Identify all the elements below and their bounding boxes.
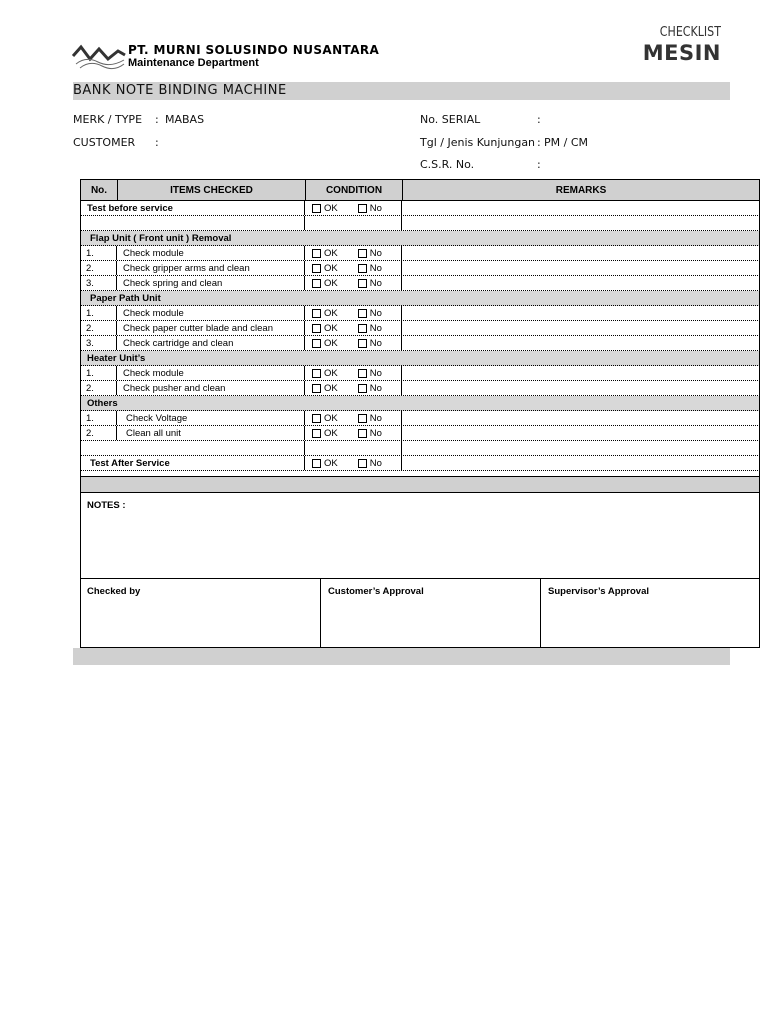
no-checkbox[interactable] [358,414,367,423]
supervisor-approval-box[interactable] [541,579,760,648]
section-row [80,351,760,366]
no-label: No [369,247,382,259]
section-title: Flap Unit ( Front unit ) Removal [90,232,232,244]
test-after-row [80,456,760,471]
ok-checkbox[interactable] [312,324,321,333]
remarks-cell[interactable] [402,336,760,350]
doc-type: CHECKLIST [659,25,721,40]
condition-cell [305,201,402,215]
table-header [80,179,760,201]
row-number: 1. [80,246,117,260]
customer-label: CUSTOMER [73,136,136,149]
condition-cell [305,321,402,335]
customer-separator: : [155,136,159,149]
ok-label: OK [324,367,338,379]
ok-label: OK [324,457,338,469]
remarks-cell[interactable] [402,381,760,395]
visit-separator: : [537,136,541,149]
ok-label: OK [324,322,338,334]
no-label: No [369,427,382,439]
table-row [80,411,760,426]
condition-cell [305,426,402,440]
checklist-table [80,179,760,471]
row-number: 1. [80,411,117,425]
ok-checkbox[interactable] [312,204,321,213]
remarks-cell[interactable] [402,276,760,290]
no-label: No [369,307,382,319]
row-number: 1. [80,306,117,320]
ok-checkbox[interactable] [312,459,321,468]
no-checkbox[interactable] [358,384,367,393]
item-checked: Check module [117,246,305,260]
blank-cell [305,216,402,230]
supervisor-approval-label: Supervisor’s Approval [548,586,650,597]
ok-checkbox[interactable] [312,264,321,273]
csr-separator: : [537,158,541,171]
test-after-label: Test After Service [80,456,305,470]
no-label: No [369,322,382,334]
no-checkbox[interactable] [358,249,367,258]
no-checkbox[interactable] [358,339,367,348]
condition-cell [305,366,402,380]
row-number: 2. [80,321,117,335]
condition-cell [305,411,402,425]
table-row [80,366,760,381]
ok-label: OK [324,247,338,259]
row-number: 2. [80,426,117,440]
header-condition: CONDITION [306,180,403,200]
row-number: 3. [80,336,117,350]
item-checked: Check module [117,366,305,380]
checklist-sections [80,231,760,441]
ok-checkbox[interactable] [312,369,321,378]
visit-label: Tgl / Jenis Kunjungan [420,136,536,149]
customer-approval-box[interactable] [321,579,541,648]
footer-bar [73,648,730,665]
csr-label: C.S.R. No. [420,158,475,171]
row-number: 2. [80,381,117,395]
item-checked: Check paper cutter blade and clean [117,321,305,335]
divider-strip [80,476,760,492]
no-label: No [369,412,382,424]
condition-cell [305,246,402,260]
section-row [80,396,760,411]
section-row [80,291,760,306]
condition-cell [305,306,402,320]
ok-label: OK [324,427,338,439]
ok-checkbox[interactable] [312,279,321,288]
ok-checkbox[interactable] [312,429,321,438]
table-row [80,276,760,291]
ok-label: OK [324,382,338,394]
table-row [80,261,760,276]
blank-cell [305,441,402,455]
ok-label: OK [324,307,338,319]
table-row [80,381,760,396]
item-checked: Check spring and clean [117,276,305,290]
item-checked: Clean all unit [117,426,305,440]
table-row [80,306,760,321]
item-checked: Check gripper arms and clean [117,261,305,275]
title-bar [73,82,730,100]
ok-label: OK [324,202,338,214]
table-row [80,336,760,351]
no-checkbox[interactable] [358,429,367,438]
doc-name: MESIN [642,41,721,65]
condition-cell [305,261,402,275]
condition-cell [305,381,402,395]
no-checkbox[interactable] [358,279,367,288]
blank-cell [80,216,305,230]
no-label: No [369,457,382,469]
company-logo [72,42,126,70]
serial-separator: : [537,113,541,126]
item-checked: Check module [117,306,305,320]
no-label: No [369,367,382,379]
merk-label: MERK / TYPE [73,113,143,126]
table-row [80,246,760,261]
header-remarks: REMARKS [555,184,607,196]
table-row [80,321,760,336]
merk-value: MABAS [165,113,205,126]
no-checkbox[interactable] [358,309,367,318]
blank-row [80,216,760,231]
section-title: Paper Path Unit [90,292,161,304]
blank-cell [80,441,305,455]
remarks-cell[interactable] [402,411,760,425]
company-name: PT. MURNI SOLUSINDO NUSANTARA [128,43,380,57]
item-checked: Check Voltage [117,411,305,425]
remarks-cell[interactable] [402,246,760,260]
remarks-cell[interactable] [402,456,760,470]
no-label: No [369,262,382,274]
row-number: 1. [80,366,117,380]
merk-separator: : [155,113,159,126]
no-checkbox[interactable] [358,324,367,333]
row-number: 3. [80,276,117,290]
remarks-cell[interactable] [402,366,760,380]
item-checked: Check cartridge and clean [117,336,305,350]
remarks-cell[interactable] [402,426,760,440]
header-items: ITEMS CHECKED [118,180,306,200]
header-no: No. [81,180,118,200]
no-checkbox[interactable] [358,204,367,213]
row-number: 2. [80,261,117,275]
department-name: Maintenance Department [128,57,259,69]
no-checkbox[interactable] [358,459,367,468]
section-title: Others [87,397,118,409]
page-title: BANK NOTE BINDING MACHINE [73,83,287,98]
checked-by-label: Checked by [87,586,141,597]
condition-cell [305,456,402,470]
checked-by-box[interactable] [80,579,321,648]
ok-checkbox[interactable] [312,384,321,393]
ok-checkbox[interactable] [312,309,321,318]
no-label: No [369,337,382,349]
test-before-label: Test before service [80,201,305,215]
condition-cell [305,336,402,350]
remarks-cell[interactable] [402,261,760,275]
remarks-cell[interactable] [402,321,760,335]
remarks-cell[interactable] [402,306,760,320]
no-label: No [369,202,382,214]
ok-checkbox[interactable] [312,414,321,423]
notes-box[interactable] [80,492,760,579]
ok-label: OK [324,412,338,424]
notes-label: NOTES : [87,500,126,511]
section-title: Heater Unit’s [87,352,146,364]
visit-value: PM / CM [544,136,588,149]
serial-label: No. SERIAL [420,113,481,126]
item-checked: Check pusher and clean [117,381,305,395]
table-row [80,426,760,441]
ok-checkbox[interactable] [312,249,321,258]
ok-label: OK [324,262,338,274]
test-before-row [80,201,760,216]
no-label: No [369,382,382,394]
blank-row [80,441,760,456]
remarks-cell[interactable] [402,201,760,215]
no-checkbox[interactable] [358,264,367,273]
customer-approval-label: Customer’s Approval [328,586,424,597]
condition-cell [305,276,402,290]
no-checkbox[interactable] [358,369,367,378]
ok-checkbox[interactable] [312,339,321,348]
ok-label: OK [324,337,338,349]
section-row [80,231,760,246]
ok-label: OK [324,277,338,289]
no-label: No [369,277,382,289]
